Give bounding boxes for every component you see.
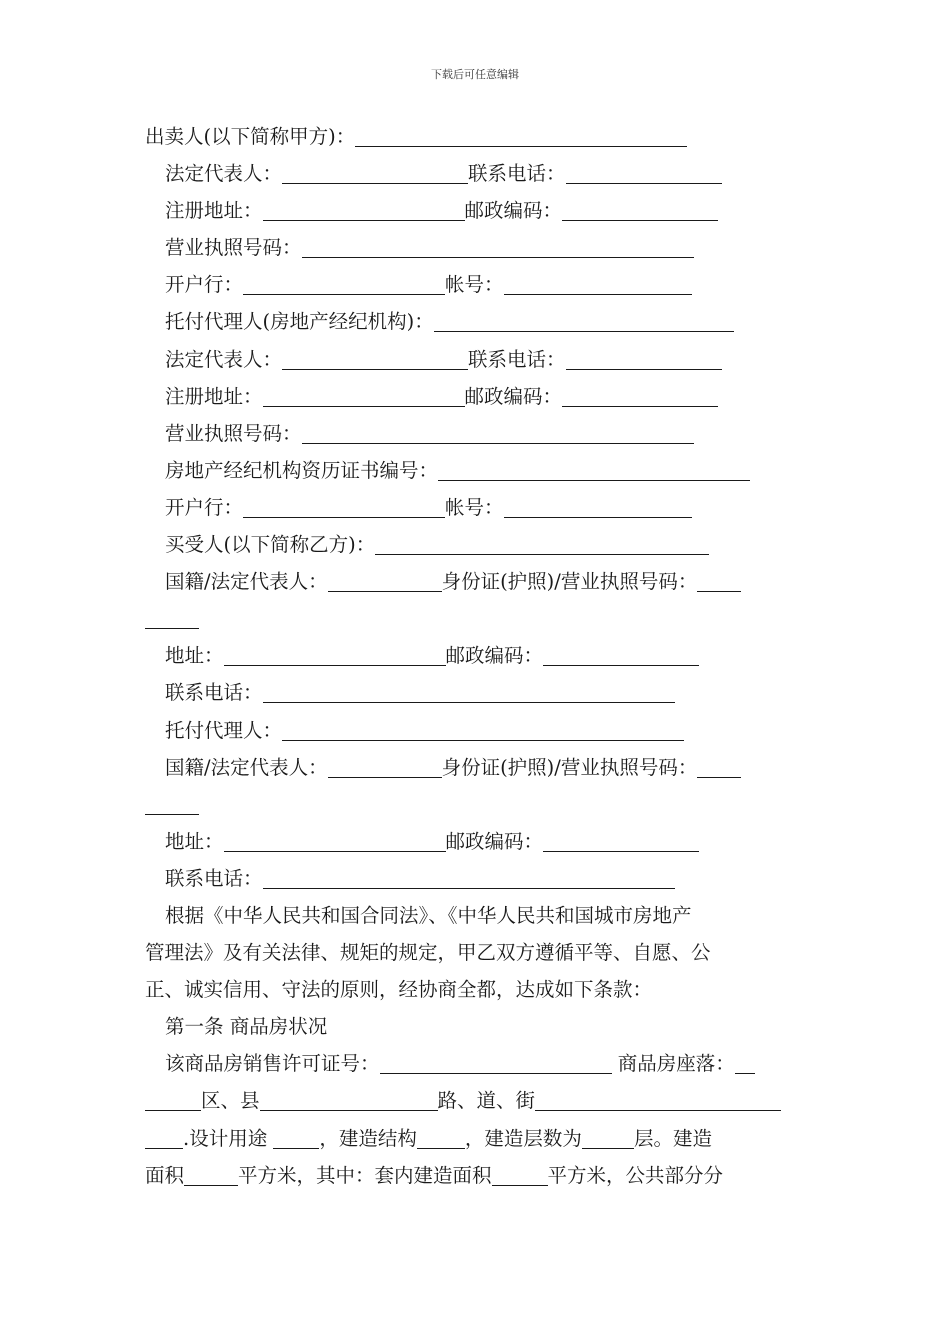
agent-account-label: 帐号： xyxy=(445,495,504,519)
legal-rep-label: 法定代表人： xyxy=(165,162,283,186)
road-blank[interactable] xyxy=(260,1090,438,1111)
address-label: 注册地址： xyxy=(165,199,263,223)
buyer-agent-nationality-blank[interactable] xyxy=(328,757,442,778)
buyer-id-continued xyxy=(145,600,810,637)
license-line xyxy=(145,229,810,266)
seller-label: 出卖人(以下简称甲方)： xyxy=(145,125,356,148)
bank-label: 开户行： xyxy=(165,273,244,297)
buyer-agent-phone-line xyxy=(145,860,810,897)
agent-postcode-label: 邮政编码： xyxy=(464,384,563,408)
buyer-agent-nationality-line xyxy=(145,749,810,786)
article-row-2 xyxy=(145,1082,810,1119)
agency-cert-label: 房地产经纪机构资历证书编号： xyxy=(165,458,439,482)
street-blank-cont[interactable] xyxy=(145,1128,183,1149)
buyer-agent-id-blank[interactable] xyxy=(697,757,741,778)
structure-label: ，建造结构 xyxy=(319,1126,417,1150)
legal-rep-line xyxy=(145,155,810,192)
presale-permit-label: 该商品房销售许可证号： xyxy=(165,1052,380,1076)
buyer-agent-phone-label: 联系电话： xyxy=(165,866,263,890)
location-blank[interactable] xyxy=(735,1053,755,1074)
buyer-nationality-label: 国籍/法定代表人： xyxy=(165,570,328,594)
structure-blank[interactable] xyxy=(417,1128,465,1149)
agent-legal-rep-label: 法定代表人： xyxy=(165,347,283,371)
agency-cert-line xyxy=(145,452,810,489)
postcode-label: 邮政编码： xyxy=(464,199,563,223)
floors-suffix: 层。建造 xyxy=(633,1126,712,1150)
account-label: 帐号： xyxy=(445,273,504,297)
usage-label: .设计用途 xyxy=(183,1126,274,1150)
agent-account-blank[interactable] xyxy=(504,497,692,518)
agent-license-blank[interactable] xyxy=(302,423,694,444)
buyer-agent-phone-blank[interactable] xyxy=(263,868,675,889)
buyer-agent-address-blank[interactable] xyxy=(224,831,446,852)
buyer-agent-blank[interactable] xyxy=(282,720,684,741)
address-line xyxy=(145,192,810,229)
district-blank[interactable] xyxy=(145,1090,201,1111)
preamble-row-3: 正、诚实信用、守法的原则，经协商全都，达成如下条款： xyxy=(145,978,653,1002)
account-blank[interactable] xyxy=(504,274,692,295)
preamble-paragraph xyxy=(145,897,810,1008)
buyer-agent-address-line xyxy=(145,823,810,860)
buyer-blank[interactable] xyxy=(375,534,709,555)
agent-label: 托付代理人(房地产经纪机构)： xyxy=(165,310,434,334)
article-row-4 xyxy=(145,1157,810,1194)
agent-legal-rep-line xyxy=(145,341,810,378)
article-row-1 xyxy=(145,1045,810,1082)
inner-area-label: 平方米，其中：套内建造面积 xyxy=(238,1163,492,1187)
location-label: 商品房座落： xyxy=(611,1052,735,1076)
postcode-blank[interactable] xyxy=(562,200,718,221)
floors-blank[interactable] xyxy=(582,1128,634,1149)
seller-line xyxy=(145,118,810,155)
contract-body xyxy=(145,118,810,1194)
agent-license-label: 营业执照号码： xyxy=(165,421,302,445)
bank-line xyxy=(145,266,810,303)
buyer-agent-postcode-label: 邮政编码： xyxy=(445,829,544,853)
agent-license-line xyxy=(145,415,810,452)
floors-label: ，建造层数为 xyxy=(464,1126,582,1150)
buyer-phone-line xyxy=(145,674,810,711)
buyer-address-label: 地址： xyxy=(165,644,224,668)
buyer-address-blank[interactable] xyxy=(224,645,446,666)
buyer-phone-label: 联系电话： xyxy=(165,681,263,705)
page-header: 下载后可任意编辑 xyxy=(431,68,519,81)
road-label: 路、道、街 xyxy=(437,1089,536,1113)
agent-phone-label: 联系电话： xyxy=(468,347,566,371)
inner-area-blank[interactable] xyxy=(492,1165,548,1186)
agent-blank[interactable] xyxy=(434,311,734,332)
buyer-postcode-blank[interactable] xyxy=(543,645,699,666)
agent-bank-line xyxy=(145,489,810,526)
article-1-title: 第一条 商品房状况 xyxy=(165,1015,328,1039)
buyer-id-blank[interactable] xyxy=(697,571,741,592)
agent-phone-blank[interactable] xyxy=(566,349,722,370)
agent-address-line xyxy=(145,378,810,415)
buyer-agent-id-continued xyxy=(145,786,810,823)
agent-address-blank[interactable] xyxy=(263,386,465,407)
agent-line xyxy=(145,303,810,340)
buyer-agent-label: 托付代理人： xyxy=(165,718,283,742)
bank-blank[interactable] xyxy=(243,274,445,295)
buyer-address-line xyxy=(145,637,810,674)
seller-blank[interactable] xyxy=(355,126,687,147)
district-label: 区、县 xyxy=(201,1089,260,1113)
agent-postcode-blank[interactable] xyxy=(562,386,718,407)
buyer-label: 买受人(以下简称乙方)： xyxy=(165,533,376,557)
address-blank[interactable] xyxy=(263,200,465,221)
presale-permit-blank[interactable] xyxy=(380,1053,612,1074)
buyer-phone-blank[interactable] xyxy=(263,682,675,703)
buyer-agent-postcode-blank[interactable] xyxy=(543,831,699,852)
public-area-label: 平方米，公共部分分 xyxy=(547,1163,724,1187)
buyer-postcode-label: 邮政编码： xyxy=(445,644,544,668)
buyer-id-blank-cont[interactable] xyxy=(145,608,199,629)
phone-blank[interactable] xyxy=(566,163,722,184)
agent-legal-rep-blank[interactable] xyxy=(282,349,468,370)
buyer-agent-line xyxy=(145,712,810,749)
preamble-row-2: 管理法》及有关法律、规矩的规定，甲乙双方遵循平等、自愿、公 xyxy=(145,941,711,965)
buyer-nationality-blank[interactable] xyxy=(328,571,442,592)
agency-cert-blank[interactable] xyxy=(438,460,750,481)
license-blank[interactable] xyxy=(302,237,694,258)
license-label: 营业执照号码： xyxy=(165,236,302,260)
article-row-3 xyxy=(145,1120,810,1157)
area-blank[interactable] xyxy=(184,1165,238,1186)
buyer-agent-id-blank-cont[interactable] xyxy=(145,794,199,815)
preamble-row-1: 根据《中华人民共和国合同法》、《中华人民共和国城市房地产 xyxy=(165,903,692,927)
agent-bank-label: 开户行： xyxy=(165,495,244,519)
street-blank[interactable] xyxy=(535,1090,781,1111)
agent-bank-blank[interactable] xyxy=(243,497,445,518)
buyer-agent-nationality-label: 国籍/法定代表人： xyxy=(165,755,328,779)
agent-address-label: 注册地址： xyxy=(165,384,263,408)
buyer-id-label: 身份证(护照)/营业执照号码： xyxy=(441,570,698,594)
buyer-nationality-line xyxy=(145,563,810,600)
usage-blank[interactable] xyxy=(273,1128,319,1149)
area-label: 面积 xyxy=(145,1163,185,1187)
buyer-line xyxy=(145,526,810,563)
phone-label: 联系电话： xyxy=(468,162,566,186)
buyer-agent-id-label: 身份证(护照)/营业执照号码： xyxy=(441,755,698,779)
legal-rep-blank[interactable] xyxy=(282,163,468,184)
buyer-agent-address-label: 地址： xyxy=(165,829,224,853)
